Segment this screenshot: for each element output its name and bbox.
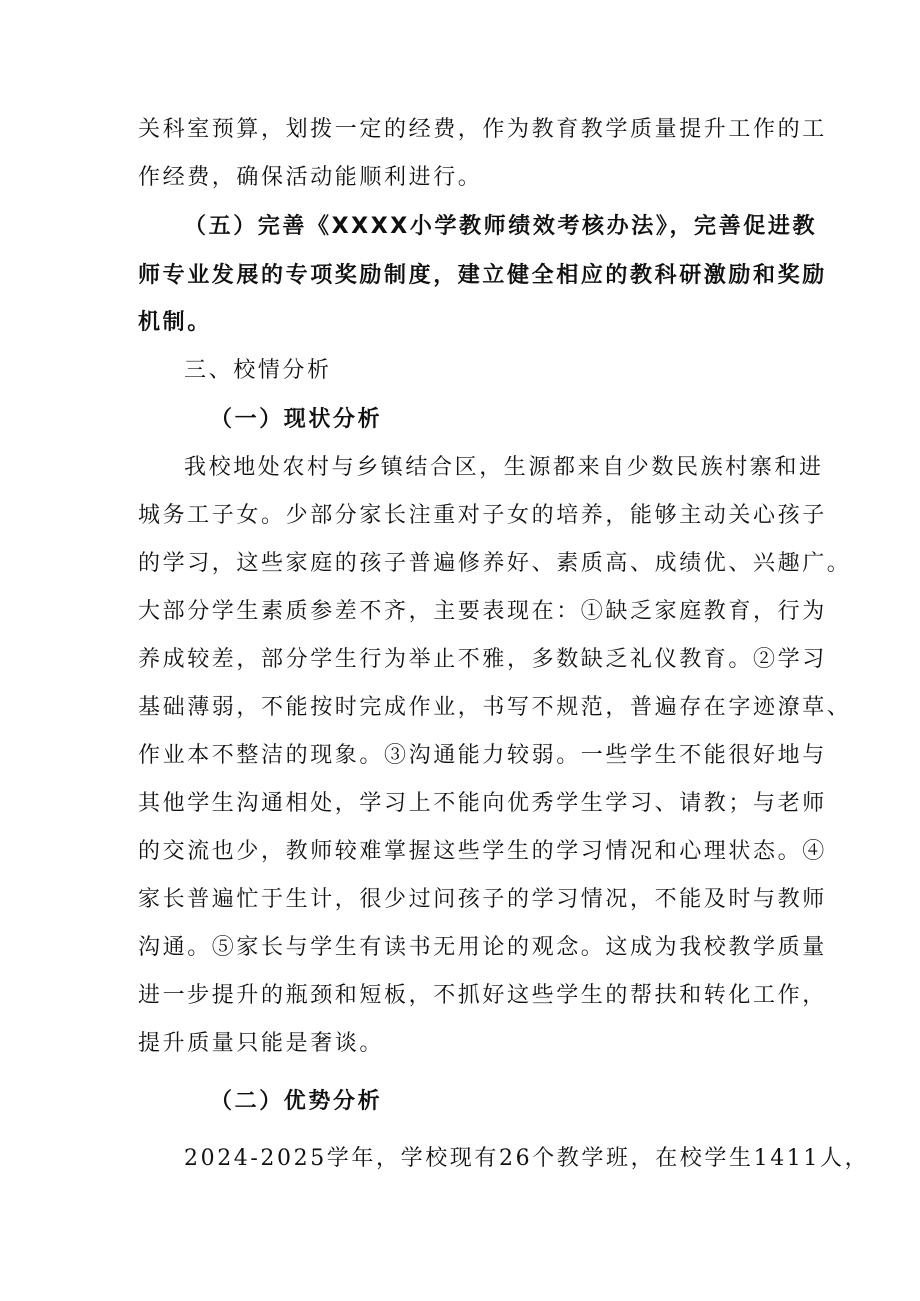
- paragraph-line: 的学习，这些家庭的孩子普遍修养好、素质高、成绩优、兴趣广。: [138, 551, 852, 576]
- paragraph-line: 2024-2025学年，学校现有26个教学班，在校学生1411人，: [184, 1146, 870, 1171]
- section-heading-five-cont: 机制。: [138, 310, 212, 335]
- paragraph-line: 进一步提升的瓶颈和短板，不抓好这些学生的帮扶和转化工作，: [138, 983, 827, 1008]
- paragraph-line: 大部分学生素质参差不齐，主要表现在：①缺乏家庭教育，行为: [138, 599, 827, 624]
- subsection-heading-status: （一）现状分析: [210, 407, 383, 432]
- paragraph-line: 其他学生沟通相处，学习上不能向优秀学生学习、请教；与老师: [138, 791, 827, 816]
- paragraph-line: 家长普遍忙于生计，很少过问孩子的学习情况，不能及时与教师: [138, 887, 827, 912]
- paragraph-line: 提升质量只能是奢谈。: [138, 1031, 385, 1056]
- paragraph-line: 作业本不整洁的现象。③沟通能力较弱。一些学生不能很好地与: [138, 743, 827, 768]
- paragraph-line: 作经费，确保活动能顺利进行。: [138, 165, 483, 190]
- paragraph-line: 的交流也少，教师较难掌握这些学生的学习情况和心理状态。④: [138, 839, 827, 864]
- paragraph-line: 基础薄弱，不能按时完成作业，书写不规范，普遍存在字迹潦草、: [138, 695, 852, 720]
- paragraph-line: 关科室预算，划拨一定的经费，作为教育教学质量提升工作的工: [138, 117, 827, 142]
- paragraph-line: 沟通。⑤家长与学生有读书无用论的观念。这成为我校教学质量: [138, 935, 827, 960]
- paragraph-line: 我校地处农村与乡镇结合区，生源都来自少数民族村寨和进: [184, 455, 824, 480]
- paragraph-line: 养成较差，部分学生行为举止不雅，多数缺乏礼仪教育。②学习: [138, 647, 827, 672]
- paragraph-line: 城务工子女。少部分家长注重对子女的培养，能够主动关心孩子: [138, 503, 827, 528]
- chapter-heading: 三、校情分析: [184, 358, 332, 383]
- subsection-heading-advantage: （二）优势分析: [210, 1089, 383, 1114]
- section-heading-five-cont: 师专业发展的专项奖励制度，建立健全相应的教科研激励和奖励: [138, 263, 827, 288]
- section-heading-five: （五）完善《XXXX小学教师绩效考核办法》，完善促进教: [184, 214, 818, 239]
